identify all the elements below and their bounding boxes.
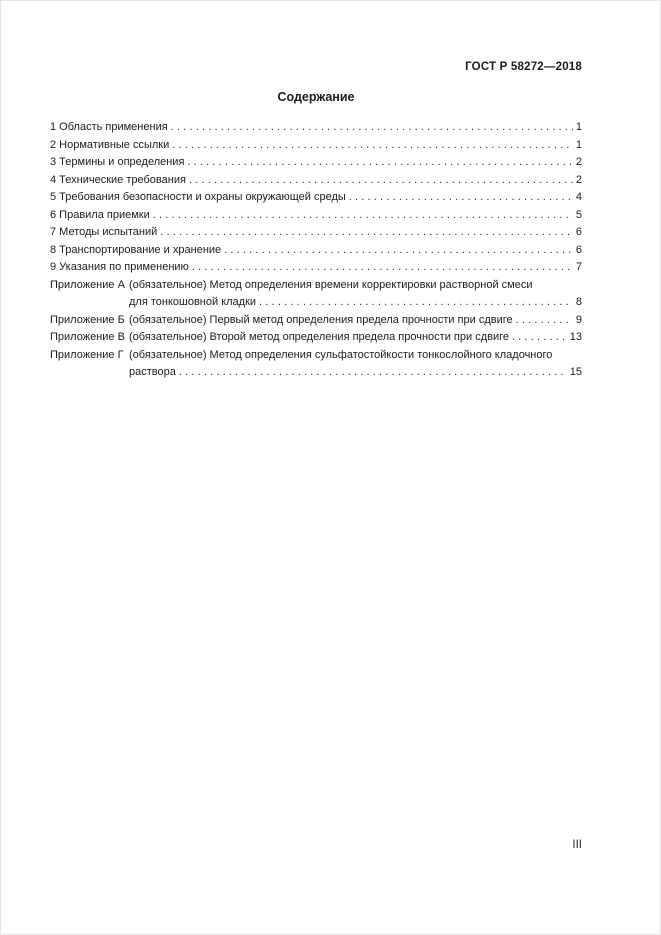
footer-page-number: III (572, 839, 582, 851)
toc-entry (50, 224, 582, 242)
appendix-content (129, 277, 582, 312)
toc-entry-label: 8 Транспортирование и хранение (50, 243, 222, 256)
toc-entry (50, 119, 582, 137)
appendix-prefix: Приложение Б (50, 313, 125, 326)
toc-entry-label: 1 Область применения (50, 121, 168, 133)
appendix-prefix: Приложение В (50, 331, 125, 343)
toc-leader-dots (349, 189, 573, 207)
appendix-content (129, 312, 582, 330)
toc-entry-page: 6 (575, 226, 582, 238)
appendix-content (129, 329, 582, 347)
toc-entry (50, 154, 582, 172)
appendix-line: (обязательное) Метод определения сульфатостойкости тонкослойного кладочного (129, 348, 553, 361)
toc-leader-dots (153, 207, 573, 225)
toc-leader-dots (171, 119, 573, 137)
appendix-content (129, 347, 582, 382)
toc-entry-page: 15 (569, 366, 582, 378)
appendix-leader-line (129, 329, 582, 347)
toc-appendix-entry (50, 329, 582, 347)
page-content (50, 1, 582, 382)
appendix-line: для тонкошовной кладки (129, 296, 257, 308)
toc-leader-dots (516, 312, 573, 330)
appendix-leader-line (129, 312, 582, 330)
toc-entry-page: 13 (569, 331, 582, 343)
appendix-leader-line (129, 364, 582, 382)
toc-entry-page: 5 (575, 208, 582, 221)
page-title: Содержание (277, 90, 355, 104)
toc-entry-label: 4 Технические требования (50, 173, 186, 186)
toc-leader-dots (259, 294, 573, 312)
toc-entry-label: 9 Указания по применению (50, 261, 189, 273)
toc-leader-dots (512, 329, 567, 347)
toc-leader-dots (160, 224, 573, 242)
toc-entry (50, 189, 582, 207)
appendix-prefix: Приложение А (50, 278, 125, 291)
appendix-line: (обязательное) Второй метод определения предела прочности при сдвиге (129, 331, 509, 343)
doc-code: ГОСТ Р 58272—2018 (465, 61, 582, 73)
toc-appendix-entry (50, 277, 582, 312)
toc-leader-dots (179, 364, 567, 382)
toc-entry-page: 7 (575, 261, 582, 273)
toc-leader-dots (224, 242, 573, 260)
appendix-line: (обязательное) Первый метод определения предела прочности при сдвиге (129, 313, 513, 326)
toc-entry (50, 242, 582, 260)
toc-appendix-entry (50, 347, 582, 382)
toc-entry-page: 2 (575, 173, 582, 186)
toc-entry-page: 2 (575, 156, 582, 168)
toc-entry-page: 6 (575, 243, 582, 256)
toc-leader-dots (172, 137, 573, 155)
toc-entry (50, 207, 582, 225)
toc-leader-dots (192, 259, 573, 277)
toc-leader-dots (187, 154, 572, 172)
toc-entry-label: 2 Нормативные ссылки (50, 138, 170, 151)
toc-entry-page: 4 (575, 191, 582, 203)
toc-entry (50, 259, 582, 277)
toc-entry-page: 8 (575, 296, 582, 308)
appendix-prefix: Приложение Г (50, 348, 124, 361)
toc-entry-label: 5 Требования безопасности и охраны окружающей среды (50, 191, 346, 203)
appendix-leader-line (129, 294, 582, 312)
toc-entry (50, 137, 582, 155)
table-of-contents (50, 119, 582, 382)
toc-entry-page: 1 (575, 121, 582, 133)
toc-entry-page: 1 (575, 138, 582, 151)
toc-entry-label: 7 Методы испытаний (50, 226, 158, 238)
toc-entry-page: 9 (575, 313, 582, 326)
toc-entry-label: 3 Термины и определения (50, 156, 185, 168)
appendix-line: раствора (129, 366, 176, 378)
toc-leader-dots (189, 172, 573, 190)
toc-entry (50, 172, 582, 190)
appendix-line: (обязательное) Метод определения времени корректировки растворной смеси (129, 278, 533, 291)
toc-appendix-entry (50, 312, 582, 330)
toc-entry-label: 6 Правила приемки (50, 208, 150, 221)
